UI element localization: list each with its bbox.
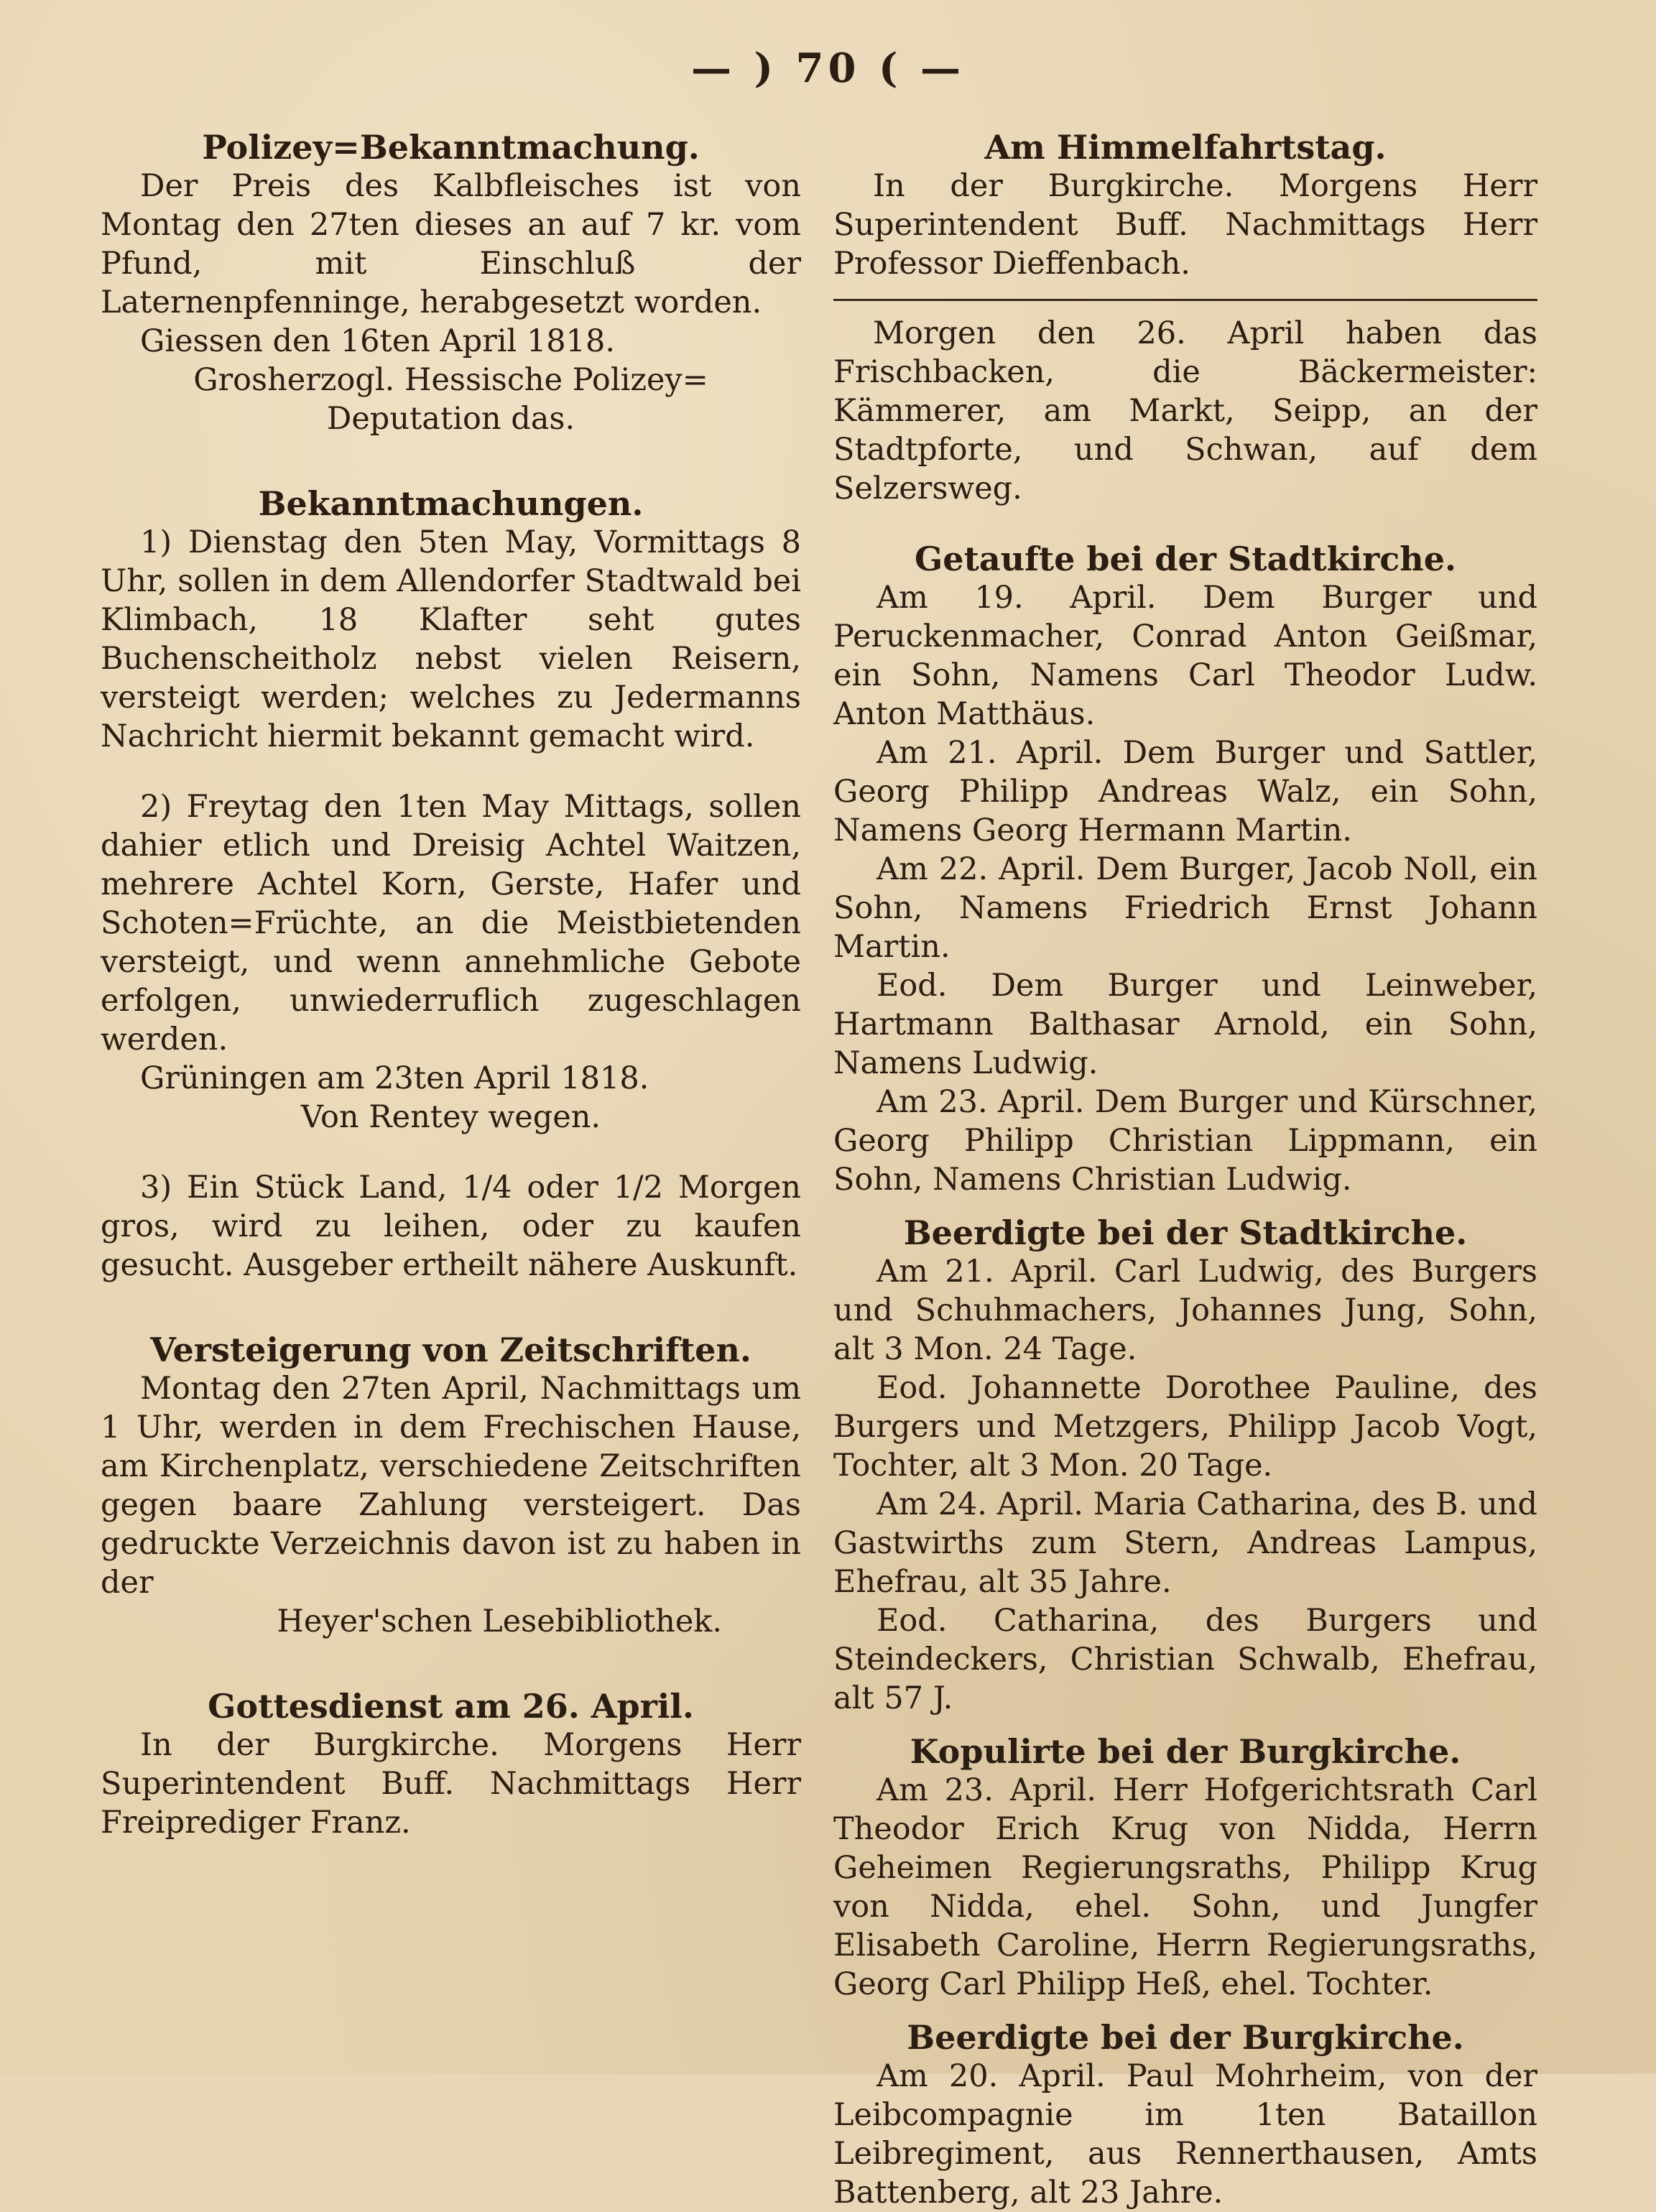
list-item: Am 24. April. Maria Catharina, des B. und Gastwirths zum Stern, Andreas Lampus, Ehefrau, alt 35 Jahre. — [833, 1486, 1537, 1600]
list-item: Eod. Johannette Dorothee Pauline, des Burgers und Metzgers, Philipp Jacob Vogt, Tochter, alt 3 Mon. 20 Tage. — [833, 1370, 1537, 1484]
announcement-item-1: 1) Dienstag den 5ten May, Vormittags 8 Uhr, sollen in dem Allendorfer Stadtwald bei Klimbach, 18 Klafter seht gutes Buchenscheitholz nebst vielen Reisern, versteigt werden; welches zu Jedermanns Nachricht hiermit bekannt gemacht wird. — [101, 524, 801, 754]
police-notice-heading: Polizey=Bekanntmachung. — [202, 128, 700, 167]
burials-city-heading: Beerdigte bei der Stadtkirche. — [903, 1213, 1468, 1252]
announcement-item-2-signature: Von Rentey wegen. — [300, 1099, 601, 1135]
police-notice-signature-line-1: Grosherzogl. Hessische Polizey= — [193, 362, 708, 398]
burials-castle-heading: Beerdigte bei der Burgkirche. — [907, 2018, 1464, 2057]
police-notice-signature-line-2: Deputation das. — [326, 401, 575, 437]
marriages-body: Am 23. April. Herr Hofgerichtsrath Carl Theodor Erich Krug von Nidda, Herrn Geheimen Regierungsraths, Philipp Krug von Nidda, ehel. Sohn, und Jungfer Elisabeth Caroline, Herrn Regierungsraths, Georg Carl Philipp Heß, ehel. Tochter. — [833, 1772, 1537, 2002]
announcement-item-2: 2) Freytag den 1ten May Mittags, sollen dahier etlich und Dreisig Achtel Waitzen, mehrere Achtel Korn, Gerste, Hafer und Schoten=Früchte, an die Meistbietenden versteigt, und wenn annehmliche Gebote erfolgen, unwiederruflich zugeschlagen werden. — [101, 789, 801, 1058]
auction-body-end: Heyer'schen Lesebibliothek. — [277, 1604, 722, 1639]
list-item: Eod. Catharina, des Burgers und Steindeckers, Christian Schwalb, Ehefrau, alt 57 J. — [833, 1603, 1537, 1716]
burials-castle-body: Am 20. April. Paul Mohrheim, von der Leibcompagnie im 1ten Bataillon Leibregiment, aus Rennerthausen, Amts Battenberg, alt 23 Jahre. — [833, 2058, 1537, 2211]
police-notice-place-date: Giessen den 16ten April 1818. — [140, 323, 616, 359]
burials-city-church — [833, 1213, 1537, 1718]
section-divider — [833, 299, 1537, 301]
announcement-item-2-place: Grüningen am 23ten April 1818. — [140, 1060, 649, 1096]
list-item: Am 21. April. Carl Ludwig, des Burgers und Schuhmachers, Johannes Jung, Sohn, alt 3 Mon. 24 Tage. — [833, 1254, 1537, 1367]
auction-body: Montag den 27ten April, Nachmittags um 1 Uhr, werden in dem Frechischen Hause, am Kirchenplatz, verschiedene Zeitschriften gegen baare Zahlung versteigert. Das gedruckte Verzeichnis davon ist zu haben in der — [101, 1371, 801, 1601]
police-notice-body: Der Preis des Kalbfleisches ist von Montag den 27ten dieses an auf 7 kr. vom Pfund, mit Einschluß der Laternenpfenninge, herabgesetzt worden. — [101, 168, 801, 320]
ascension-service — [833, 128, 1537, 283]
bakers-notice — [833, 314, 1537, 508]
announcements — [101, 484, 801, 1285]
list-item: Am 23. April. Dem Burger und Kürschner, Georg Philipp Christian Lippmann, ein Sohn, Namens Christian Ludwig. — [833, 1084, 1537, 1198]
service-notice — [101, 1687, 801, 1842]
list-item: Am 19. April. Dem Burger und Peruckenmacher, Conrad Anton Geißmar, ein Sohn, Namens Carl Theodor Ludw. Anton Matthäus. — [833, 580, 1537, 732]
auction-notice — [101, 1331, 801, 1641]
service-heading: Gottesdienst am 26. April. — [208, 1687, 694, 1726]
right-column — [833, 128, 1537, 2212]
page-number-header: — ) 70 ( — — [691, 45, 965, 92]
announcements-heading: Bekanntmachungen. — [258, 484, 644, 523]
marriages-castle-church — [833, 1732, 1537, 2004]
list-item: Am 22. April. Dem Burger, Jacob Noll, ein Sohn, Namens Friedrich Ernst Johann Martin. — [833, 851, 1537, 965]
list-item: Am 21. April. Dem Burger und Sattler, Georg Philipp Andreas Walz, ein Sohn, Namens Georg Hermann Martin. — [833, 735, 1537, 848]
baptisms-city-church — [833, 540, 1537, 1199]
left-column — [101, 128, 801, 1842]
police-notice — [101, 128, 801, 438]
ascension-body: In der Burgkirche. Morgens Herr Superintendent Buff. Nachmittags Herr Professor Dieffenbach. — [833, 168, 1537, 282]
marriages-heading: Kopulirte bei der Burgkirche. — [910, 1732, 1461, 1771]
list-item: Eod. Dem Burger und Leinweber, Hartmann Balthasar Arnold, ein Sohn, Namens Ludwig. — [833, 968, 1537, 1081]
announcement-item-3: 3) Ein Stück Land, 1/4 oder 1/2 Morgen gros, wird zu leihen, oder zu kaufen gesucht. Ausgeber ertheilt nähere Auskunft. — [101, 1170, 801, 1283]
bakers-notice-body: Morgen den 26. April haben das Frischbacken, die Bäckermeister: Kämmerer, am Markt, Seipp, an der Stadtpforte, und Schwan, auf dem Selzersweg. — [833, 315, 1537, 506]
baptisms-heading: Getaufte bei der Stadtkirche. — [915, 540, 1456, 578]
ascension-heading: Am Himmelfahrtstag. — [984, 128, 1387, 167]
auction-heading: Versteigerung von Zeitschriften. — [150, 1331, 751, 1369]
service-body: In der Burgkirche. Morgens Herr Superintendent Buff. Nachmittags Herr Freiprediger Franz. — [101, 1727, 801, 1841]
burials-castle-church — [833, 2018, 1537, 2212]
